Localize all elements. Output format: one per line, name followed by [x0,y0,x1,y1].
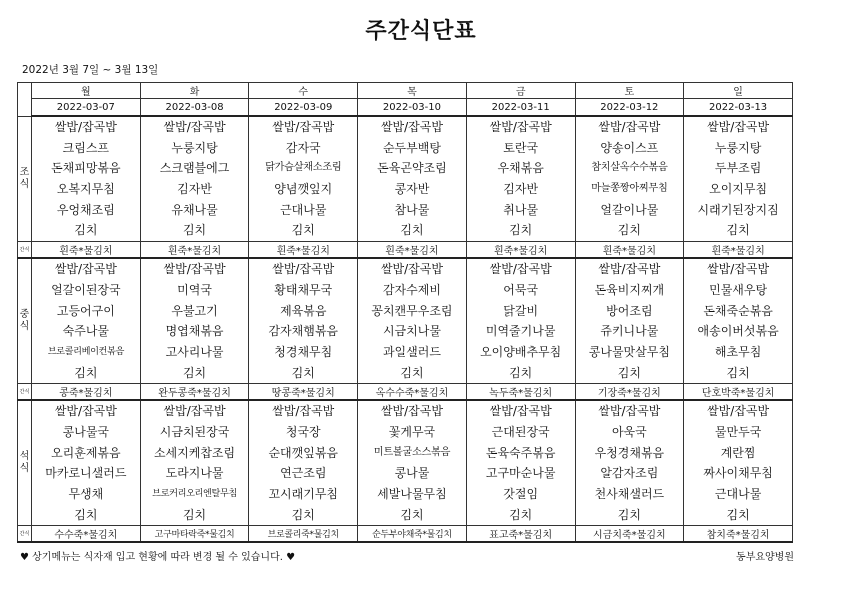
snack-text: 브로콜리죽*물김치 [267,530,339,541]
day-menu-cell [466,116,575,242]
snack-item [32,384,141,401]
snack-item [684,526,793,543]
day-menu-cell [466,258,575,384]
menu-item: 오이지무침 [709,182,768,197]
menu-item: 세발나물무침 [377,487,447,501]
menu-item: 참치살옥수수볶음 [591,162,668,174]
menu-item: 감자수제비 [382,282,441,297]
snack-text: 흰죽*물김치 [494,246,548,258]
day-name: 월 [32,83,141,99]
weekly-menu-table [17,82,793,543]
menu-item: 김치 [617,365,641,380]
menu-item: 과일샐러드 [382,344,441,359]
menu-item: 감자채햄볶음 [268,324,339,339]
menu-item: 연근조림 [280,466,327,481]
menu-item: 오이양배추무침 [480,344,562,359]
meal-row [18,400,793,526]
menu-item: 쌀밥/잡곡밥 [489,262,552,277]
day-name: 토 [575,83,684,99]
day-menu-cell [249,258,358,384]
date-header-row [18,99,793,117]
menu-item: 돈채피망볶음 [51,161,121,176]
menu-item: 김치 [182,507,207,522]
meal-row [18,116,793,242]
menu-item: 오리훈제볶음 [51,445,121,460]
snack-text: 콩죽*물김치 [59,388,113,400]
day-menu-cell [140,116,249,242]
day-menu-cell [684,116,793,242]
menu-item: 쌀밥/잡곡밥 [598,262,661,277]
menu-item: 누룽지탕 [714,140,762,155]
snack-item [575,384,684,401]
menu-item: 민물새우탕 [709,282,768,297]
menu-item: 해초무침 [714,344,762,359]
menu-item: 쌀밥/잡곡밥 [489,120,552,134]
day-name: 일 [684,83,793,99]
menu-item: 청국장 [285,424,321,439]
menu-item: 쌀밥/잡곡밥 [489,404,552,419]
meal-label-char: 석 [19,451,30,463]
menu-item: 시래기된장지짐 [697,202,779,217]
snack-item [684,242,793,259]
day-date: 2022-03-07 [32,99,141,117]
menu-item: 미역줄기나물 [485,324,556,339]
menu-item: 두부조림 [714,161,762,176]
menu-item: 취나물 [503,202,539,217]
menu-item: 김치 [617,223,641,238]
day-menu-cell [32,116,141,242]
day-menu-cell [32,258,141,384]
snack-item [466,242,575,259]
snack-item [32,526,141,543]
day-menu-cell [575,400,684,526]
snack-item [575,242,684,259]
menu-item: 토란국 [503,140,539,155]
menu-item: 쌀밥/잡곡밥 [163,404,226,419]
day-menu-cell [358,400,467,526]
menu-item: 소세지케찹조림 [153,445,236,460]
menu-item: 돈육비지찌개 [594,282,665,297]
menu-item: 크림스프 [62,140,110,155]
menu-item: 시금치나물 [382,324,441,339]
day-menu-cell [358,116,467,242]
menu-item: 쌀밥/잡곡밥 [54,262,117,277]
snack-text: 흰죽*물김치 [602,246,657,258]
snack-label: 간식 [18,242,32,259]
menu-item: 양송이스프 [600,140,659,155]
menu-item: 김치 [400,507,424,522]
snack-item [358,526,467,543]
menu-item: 김치 [400,365,424,380]
menu-item: 감자국 [285,140,321,155]
snack-item [140,526,249,543]
day-date: 2022-03-12 [575,99,684,117]
menu-item: 오복지무침 [56,182,115,197]
menu-item: 쌀밥/잡곡밥 [163,262,226,277]
snack-text: 흰죽*물김치 [385,246,439,258]
snack-text: 흰죽*물김치 [711,246,765,258]
menu-item: 쌀밥/잡곡밥 [272,404,335,419]
menu-item: 천사채샐러드 [594,487,665,501]
day-menu-cell [466,400,575,526]
snack-item [466,526,575,543]
meal-row [18,258,793,384]
meal-label [18,258,32,384]
day-menu-cell [358,258,467,384]
menu-item: 브로콜리베이컨볶음 [47,345,124,357]
menu-item: 쌀밥/잡곡밥 [598,404,661,419]
menu-item: 쥬키니나물 [600,324,659,339]
menu-item: 도라지나물 [165,466,224,481]
day-menu-cell [249,400,358,526]
snack-row [18,384,793,401]
snack-text: 녹두죽*물김치 [489,388,553,400]
menu-item: 김치 [182,223,207,238]
snack-item [466,384,575,401]
day-menu-cell [684,258,793,384]
corner-cell [18,83,32,117]
snack-text: 완두콩죽*물김치 [158,388,231,400]
menu-item: 애송이버섯볶음 [697,324,779,339]
snack-text: 참치죽*물김치 [706,530,770,542]
page-title: 주간식단표 [365,19,477,44]
menu-item: 쌀밥/잡곡밥 [380,120,443,134]
menu-item: 근대나물 [714,487,762,501]
menu-item: 황태채무국 [274,282,333,297]
snack-label: 간식 [18,526,32,543]
day-menu-cell [249,116,358,242]
snack-text: 흰죽*물김치 [167,246,222,258]
day-name: 목 [358,83,467,99]
menu-item: 순두부백탕 [382,140,441,155]
menu-item: 쌀밥/잡곡밥 [707,120,770,134]
snack-row [18,526,793,543]
day-header-row [18,83,793,99]
menu-item: 돈채죽순볶음 [703,303,773,318]
menu-item: 김치 [617,507,641,522]
snack-text: 수수죽*물김치 [54,530,118,542]
menu-item: 콩나물맛살무침 [588,344,670,359]
menu-change-notice: ♥ 상기메뉴는 식자재 입고 현황에 따라 변경 될 수 있습니다. ♥ [20,552,296,563]
menu-item: 쌀밥/잡곡밥 [54,404,117,419]
day-name: 수 [249,83,358,99]
snack-label: 간식 [18,384,32,401]
menu-item: 누룽지탕 [171,140,218,155]
menu-item: 김치 [74,507,98,522]
menu-item: 스크램블에그 [159,161,230,176]
meal-label [18,116,32,242]
menu-item: 꼬시래기무침 [268,487,339,501]
menu-item: 쌀밥/잡곡밥 [707,404,770,419]
menu-item: 쌀밥/잡곡밥 [380,262,443,277]
day-date: 2022-03-11 [466,99,575,117]
menu-item: 계란찜 [720,445,756,460]
day-menu-cell [684,400,793,526]
menu-item: 콩자반 [394,182,430,197]
snack-item [575,526,684,543]
menu-item: 순대깻잎볶음 [268,445,339,460]
menu-item: 김치 [291,223,315,238]
meal-label-char: 식 [19,321,30,333]
menu-item: 김치 [726,365,750,380]
menu-item: 김치 [74,223,98,238]
menu-item: 근대나물 [280,202,327,217]
snack-text: 땅콩죽*물김치 [271,388,335,400]
meal-label-char: 중 [19,309,30,321]
menu-item: 명엽채볶음 [165,324,224,339]
menu-item: 고등어구이 [56,303,115,318]
menu-item: 마늘쫑짱아찌무침 [591,183,668,195]
menu-item: 콩나물 [394,466,430,481]
snack-row [18,242,793,259]
menu-item: 닭갈비 [503,303,539,318]
menu-item: 얼갈이나물 [600,202,659,217]
snack-item [358,384,467,401]
menu-item: 김치 [74,365,98,380]
menu-item: 김치 [509,223,533,238]
day-menu-cell [575,116,684,242]
menu-item: 고구마순나물 [485,466,556,481]
day-date: 2022-03-13 [684,99,793,117]
menu-item: 청경채무침 [274,344,333,359]
menu-item: 김치 [509,365,533,380]
menu-item: 쌀밥/잡곡밥 [54,120,117,134]
menu-item: 근대된장국 [491,424,550,439]
meal-label-char: 조 [19,166,30,178]
day-menu-cell [140,400,249,526]
menu-item: 브로커리오리엔탈무침 [152,488,237,499]
menu-item: 제육볶음 [280,303,327,318]
menu-period: 2022년 3월 7일 ~ 3월 13일 [22,64,159,76]
day-date: 2022-03-08 [140,99,249,117]
menu-item: 시금치된장국 [159,424,230,439]
menu-item: 쌀밥/잡곡밥 [272,120,335,134]
menu-item: 숙주나물 [62,324,110,339]
menu-item: 우불고기 [171,303,218,318]
menu-item: 물만두국 [714,424,762,439]
day-menu-cell [32,400,141,526]
menu-item: 미트볼굴소스볶음 [373,446,451,458]
menu-item: 김치 [400,223,424,238]
menu-item: 김치 [291,365,315,380]
menu-item: 쌀밥/잡곡밥 [707,262,770,277]
snack-text: 흰죽*물김치 [59,246,113,258]
snack-item [249,384,358,401]
menu-item: 김자반 [503,182,539,197]
day-name: 화 [140,83,249,99]
menu-item: 쌀밥/잡곡밥 [272,262,335,277]
snack-text: 표고죽*물김치 [489,530,553,542]
menu-item: 쌀밥/잡곡밥 [598,120,661,134]
menu-item: 쌀밥/잡곡밥 [380,404,443,419]
menu-item: 돈육곤약조림 [377,161,447,176]
menu-item: 쌀밥/잡곡밥 [163,120,226,134]
day-name: 금 [466,83,575,99]
snack-text: 단호박죽*물김치 [701,388,775,400]
menu-item: 고사리나물 [165,344,224,359]
menu-item: 짜사이채무침 [703,466,773,481]
menu-item: 마카로니샐러드 [45,466,127,481]
snack-item [249,242,358,259]
menu-item: 콩나물국 [62,424,110,439]
snack-item [358,242,467,259]
menu-item: 어묵국 [503,282,539,297]
menu-item: 닭가슴살채소조림 [265,162,342,174]
menu-item: 양념깻잎지 [274,182,333,197]
day-menu-cell [575,258,684,384]
snack-item [140,384,249,401]
menu-item: 김치 [726,507,750,522]
menu-item: 갓절임 [503,487,539,501]
meal-label-char: 식 [19,463,30,475]
menu-item: 김치 [291,507,315,522]
menu-item: 꽁치캔무우조림 [371,303,453,318]
hospital-name: 동부요양병원 [736,552,794,563]
menu-item: 우청경채볶음 [594,445,665,460]
snack-text: 시금치죽*물김치 [593,530,666,542]
meal-label [18,400,32,526]
day-date: 2022-03-09 [249,99,358,117]
menu-item: 김치 [182,365,207,380]
menu-item: 돈육숙주볶음 [485,445,556,460]
menu-item: 알감자조림 [600,466,659,481]
snack-text: 고구마타락죽*물김치 [154,530,235,541]
snack-item [140,242,249,259]
menu-item: 무생채 [68,487,104,501]
menu-item: 김자반 [177,182,212,197]
menu-item: 아욱국 [611,424,647,439]
meal-label-char: 식 [19,178,30,190]
menu-item: 방어조림 [606,303,653,318]
menu-item: 참나물 [394,202,430,217]
snack-item [32,242,141,259]
menu-item: 유채나물 [171,202,218,217]
snack-text: 흰죽*물김치 [276,246,330,258]
menu-item: 얼갈이된장국 [51,282,121,297]
menu-item: 미역국 [177,282,212,297]
day-menu-cell [140,258,249,384]
snack-item [249,526,358,543]
snack-text: 순두부야채죽*물김치 [372,530,452,541]
day-date: 2022-03-10 [358,99,467,117]
menu-item: 김치 [509,507,533,522]
menu-item: 꽃게무국 [388,424,436,439]
menu-item: 우채볶음 [497,161,544,176]
menu-item: 김치 [726,223,750,238]
snack-text: 기장죽*물김치 [597,388,661,400]
snack-text: 옥수수죽*물김치 [375,388,449,400]
menu-item: 우엉채조림 [56,202,115,217]
snack-item [684,384,793,401]
